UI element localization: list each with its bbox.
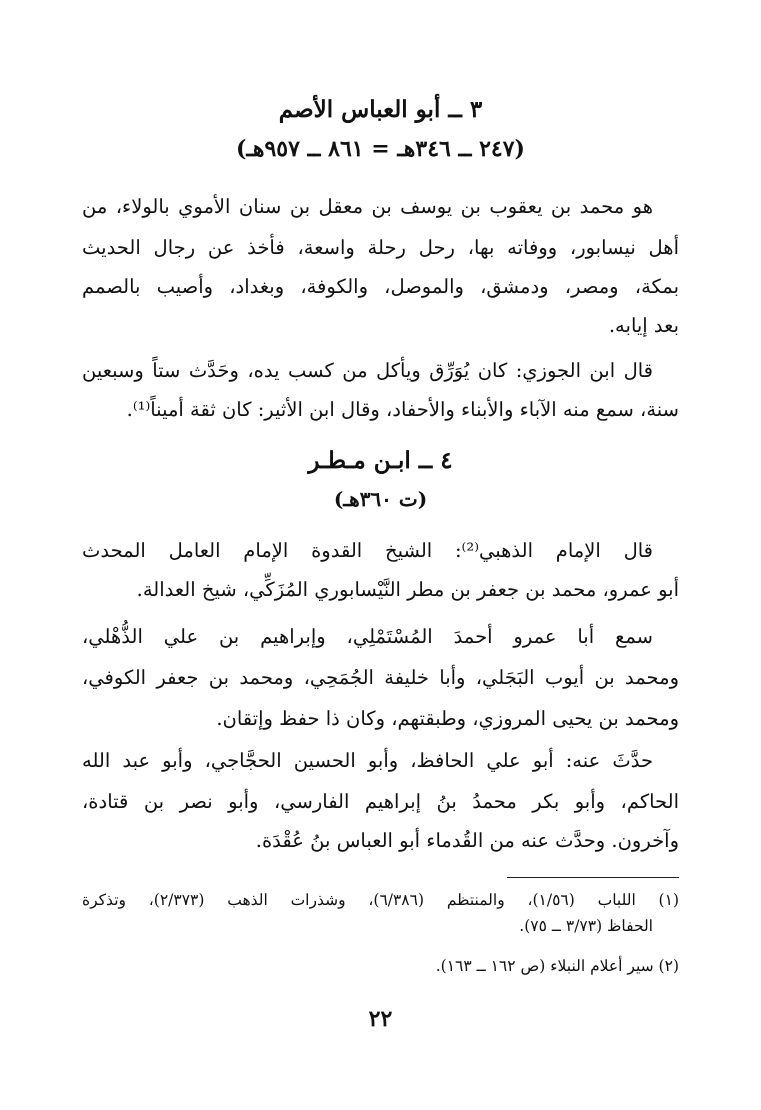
section-4-p1-line-2: أبو عمرو، محمد بن جعفر بن مطر النَّيْسابوري المُزَكِّي، شيخ العدالة.	[136, 578, 679, 601]
footnote-divider	[507, 877, 679, 878]
footnote-1-line-1: (١) اللباب (١/٥٦)، والمنتظم (٦/٣٨٦)، وشذرات الذهب (٢/٣٧٣)، وتذكرة	[82, 891, 679, 909]
section-3-dates: (٢٤٧ ــ ٣٤٦هـ = ٨٦١ ــ ٩٥٧هـ)	[236, 136, 525, 162]
section-4-p3-line-2: الحاكم، وأبو بكر محمدُ بنُ إبراهيم الفارسي، وأبو نصر بن قتادة،	[82, 790, 679, 813]
section-4-p2-line-3: ومحمد بن يحيى المروزي، وطبقتهم، وكان ذا حفظ وإتقان.	[216, 707, 679, 730]
section-3-quote-line-1: قال ابن الجوزي: كان يُوَرِّق ويأكل من كسب يده، وحَدَّث ستاً وسبعين	[82, 359, 653, 382]
section-3-bio-line-2: أهل نيسابور، ووفاته بها، رحل رحلة واسعة، فأخذ عن رجال الحديث	[82, 236, 679, 259]
section-4-p2-line-2: ومحمد بن أيوب البَجَلي، وأبا خليفة الجُمَحِي، ومحمد بن جعفر الكوفي،	[82, 666, 679, 689]
section-3-quote-line-2: سنة، سمع منه الآباء والأبناء والأحفاد، وقال ابن الأثير: كان ثقة أميناً⁽¹⁾.	[126, 398, 679, 421]
section-3-bio-line-4: بعد إيابه.	[608, 314, 679, 337]
section-4-p3-line-3: وآخرون. وحدَّث عنه من القُدماء أبو العباس بنُ عُقْدَة.	[255, 829, 679, 852]
section-4-title: ٤ ــ ابـن مـطـر	[308, 447, 453, 474]
footnote-2: (٢) سير أعلام النبلاء (ص ١٦٢ ــ ١٦٣).	[435, 957, 679, 975]
section-3-bio-line-1: هو محمد بن يعقوب بن يوسف بن معقل بن سنان الأموي بالولاء، من	[82, 195, 653, 218]
section-4-p2-line-1: سمع أبا عمرو أحمدَ المُسْتَمْلِي، وإبراهيم بن علي الذُّهْلي،	[82, 625, 653, 648]
section-4-p3-line-1: حدَّثَ عنه: أبو علي الحافظ، وأبو الحسين الحجَّاجي، وأبو عبد الله	[82, 749, 653, 772]
section-4-p1-line-1: قال الإمام الذهبي⁽²⁾: الشيخ القدوة الإمام العامل المحدث	[82, 539, 653, 562]
section-3-title: ٣ ــ أبو العباس الأصم	[278, 96, 483, 123]
section-4-dates: (ت ٣٦٠هـ)	[333, 487, 428, 511]
page-number: ٢٢	[368, 1006, 393, 1032]
footnote-1-line-2: الحفاظ (٣/٧٣ ــ ٧٥).	[519, 917, 653, 935]
section-3-bio-line-3: بمكة، ومصر، ودمشق، والموصل، والكوفة، وبغداد، وأصيب بالصمم	[82, 275, 679, 298]
